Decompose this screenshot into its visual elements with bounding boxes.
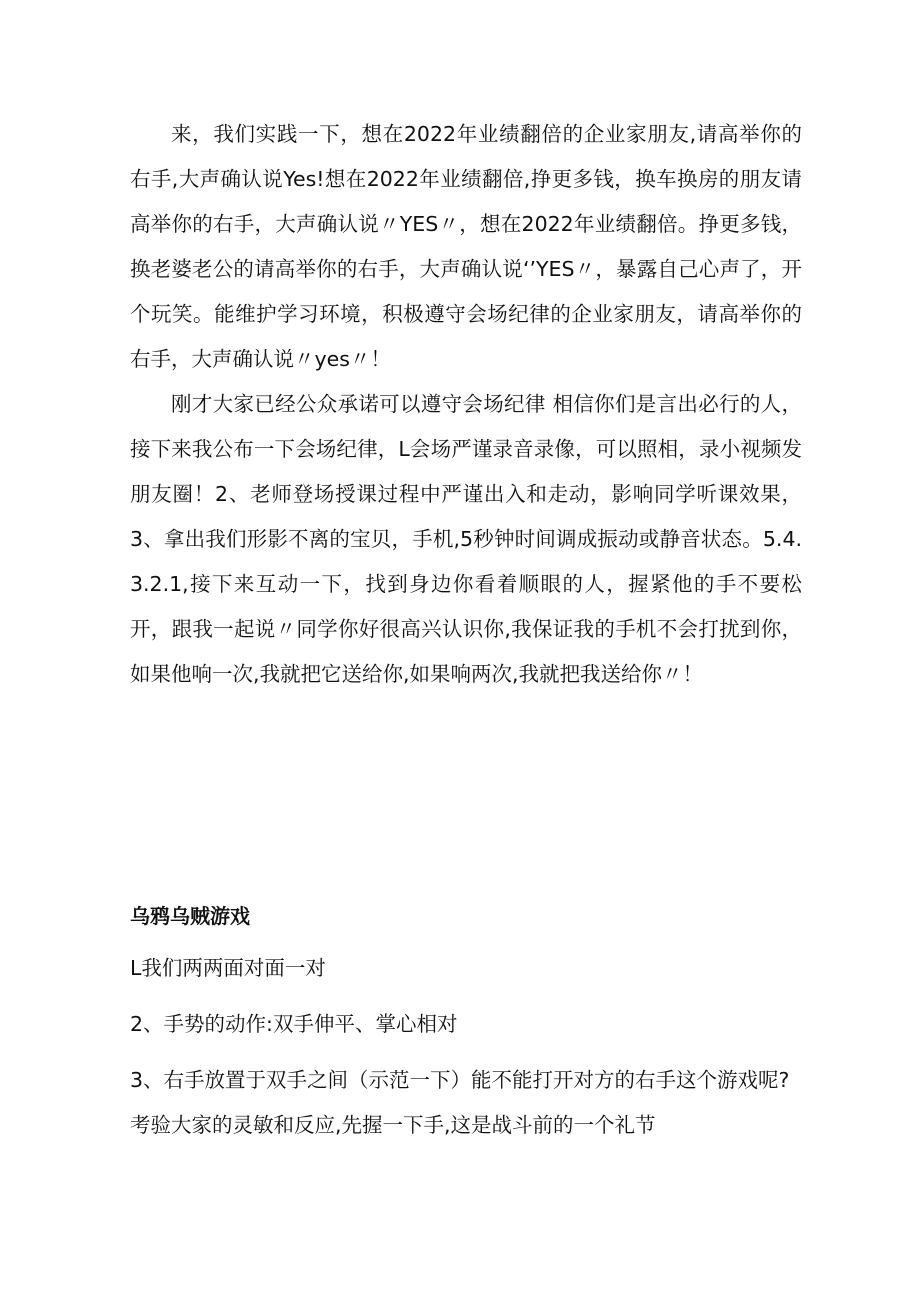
list-item: L我们两两面对面一对 [130,956,326,980]
intro-section [130,112,802,697]
game-section [130,886,802,1159]
list-item: 2、手势的动作:双手伸平、掌心相对 [130,1012,458,1036]
section-heading: 乌鸦乌贼游戏 [130,904,250,928]
discipline-paragraph: 刚才大家已经公众承诺可以遵守会场纪律 相信你们是言出必行的人，接下来我公布一下会场纪律，L会场严谨录音录像，可以照相，录小视频发朋友圈！2、老师登场授课过程中严谨出入和走动，影响同学听课效果，3、拿出我们形影不离的宝贝，手机,5秒钟时间调成振动或静音状态。5.4.3.2.1,接下来互动一下，找到身边你看着顺眼的人，握紧他的手不要松开，跟我一起说〃同学你好很高兴认识你,我保证我的手机不会打扰到你，如果他响一次,我就把它送给你,如果响两次,我就把我送给你〃！ [130,392,802,686]
list-item: 3、右手放置于双手之间（示范一下）能不能打开对方的右手这个游戏呢?考验大家的灵敏和反应,先握一下手,这是战斗前的一个礼节 [130,1068,790,1137]
intro-paragraph: 来，我们实践一下，想在2022年业绩翻倍的企业家朋友,请高举你的右手,大声确认说Yes!想在2022年业绩翻倍,挣更多钱，换车换房的朋友请高举你的右手，大声确认说〃YES〃，想在2022年业绩翻倍。挣更多钱，换老婆老公的请高举你的右手，大声确认说‘’YES〃，暴露自己心声了，开个玩笑。能维护学习环境，积极遵守会场纪律的企业家朋友，请高举你的右手，大声确认说〃yes〃！ [130,122,802,371]
